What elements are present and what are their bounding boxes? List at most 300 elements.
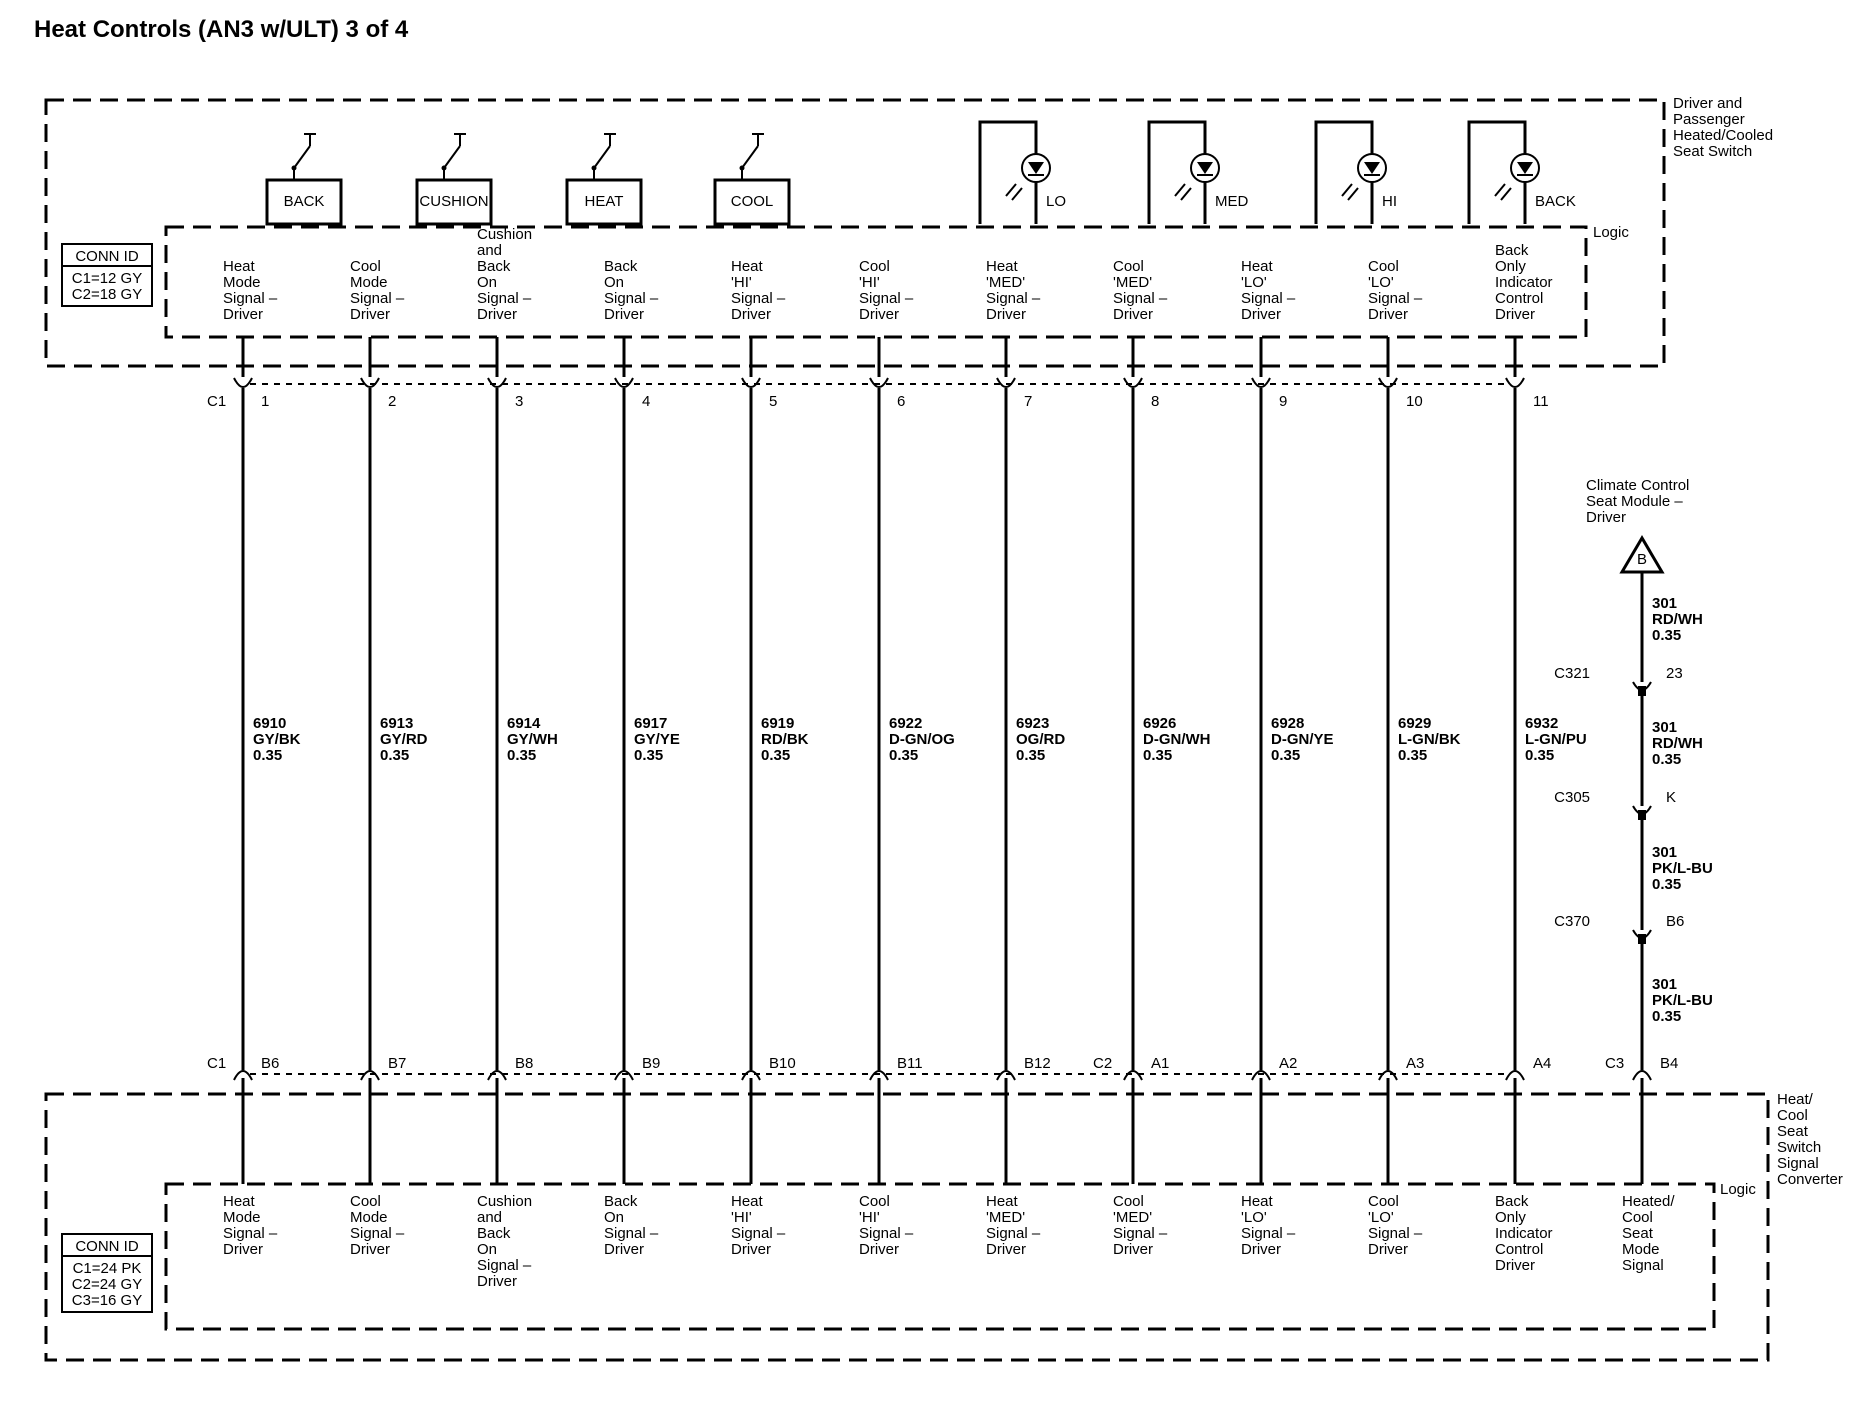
wire-size: 0.35 <box>253 747 283 764</box>
top-signal-label-line: Driver <box>604 306 644 323</box>
side-wire-label <box>1652 976 1713 1025</box>
top-signal-label-line: Signal – <box>604 290 659 307</box>
source-module-name <box>1586 477 1689 526</box>
wire-circuit: 6929 <box>1398 715 1432 732</box>
top-module-name-line: Passenger <box>1673 111 1745 128</box>
top-signal-label-line: Signal – <box>1368 290 1423 307</box>
wire-size: 0.35 <box>1652 1008 1682 1025</box>
top-signal-label-line: Signal – <box>859 290 914 307</box>
wire-color: D-GN/WH <box>1143 731 1211 748</box>
top-signal-label-line: Cool <box>859 258 890 275</box>
bottom-connector-label: C2 <box>1093 1055 1113 1072</box>
bottom-signal-label-line: Signal – <box>1241 1225 1296 1242</box>
bottom-signal-label <box>859 1193 914 1258</box>
bottom-pin-number: B10 <box>769 1055 796 1072</box>
switch-arm <box>594 146 610 168</box>
wire-size: 0.35 <box>1398 747 1428 764</box>
led-ray <box>1006 184 1016 196</box>
switch-label: CUSHION <box>419 193 489 210</box>
bottom-signal-label-line: Heat <box>1241 1193 1273 1210</box>
led-back <box>1469 122 1576 224</box>
side-wire-label <box>1652 844 1713 893</box>
top-signal-label-line: Driver <box>350 306 390 323</box>
wire-color: GY/WH <box>507 731 558 748</box>
top-signal-label-line: Heat <box>223 258 255 275</box>
wire-circuit: 6919 <box>761 715 795 732</box>
top-signal-label <box>1241 258 1296 323</box>
top-signal-label-line: Mode <box>223 274 261 291</box>
wire-size: 0.35 <box>1016 747 1046 764</box>
bottom-pin-number: A2 <box>1279 1055 1298 1072</box>
wire-color: PK/L-BU <box>1652 992 1713 1009</box>
switch-cool <box>715 134 789 224</box>
top-signal-label-line: Back <box>604 258 638 275</box>
bottom-signal-label-line: Seat <box>1622 1225 1653 1242</box>
top-pin-number: 11 <box>1533 393 1549 410</box>
led-wire <box>1469 122 1525 224</box>
bottom-signal-label-line: Mode <box>1622 1241 1660 1258</box>
switch-pivot <box>292 166 297 171</box>
wire-size: 0.35 <box>761 747 791 764</box>
top-signal-label-line: Driver <box>986 306 1026 323</box>
switch-pivot <box>442 166 447 171</box>
led-hi <box>1316 122 1397 224</box>
bottom-signal-label-line: Back <box>1495 1193 1529 1210</box>
top-signal-label-line: Driver <box>223 306 263 323</box>
top-pin-number: 3 <box>515 393 524 410</box>
led-ray <box>1348 188 1358 200</box>
bottom-signal-label <box>1241 1193 1296 1258</box>
led-ray <box>1175 184 1185 196</box>
wire-size: 0.35 <box>507 747 537 764</box>
top-signal-label <box>477 226 532 323</box>
top-signal-label <box>986 258 1041 323</box>
bottom-signal-label <box>604 1193 659 1258</box>
connector-name: C305 <box>1554 789 1590 806</box>
switch-back <box>267 134 341 224</box>
top-signal-label <box>859 258 914 323</box>
top-signal-label-line: Indicator <box>1495 274 1553 291</box>
bottom-signal-label-line: Signal – <box>859 1225 914 1242</box>
bottom-signal-label-line: 'MED' <box>986 1209 1026 1226</box>
bottom-signal-label-line: Cool <box>859 1193 890 1210</box>
bottom-signal-label-line: Cool <box>1622 1209 1653 1226</box>
top-pin-terminal <box>488 378 506 387</box>
wire-circuit: 6910 <box>253 715 287 732</box>
wire-color: GY/RD <box>380 731 428 748</box>
bottom-signal-label <box>477 1193 532 1290</box>
bottom-signal-label <box>1368 1193 1423 1258</box>
wire-color: L-GN/BK <box>1398 731 1461 748</box>
bottom-signal-label-line: Mode <box>350 1209 388 1226</box>
wire-circuit: 301 <box>1652 595 1678 612</box>
wire-circuit: 6914 <box>507 715 541 732</box>
bottom-signal-label-line: Heat <box>986 1193 1018 1210</box>
bottom-signal-label-line: Signal – <box>350 1225 405 1242</box>
side-wire-label <box>1652 719 1703 768</box>
connector-pin: 23 <box>1666 665 1683 682</box>
wire-label-6932 <box>1525 715 1587 764</box>
wire-size: 0.35 <box>1652 751 1682 768</box>
switch-cushion <box>417 134 491 224</box>
bottom-signal-label <box>223 1193 278 1258</box>
top-pin-terminal <box>1506 378 1524 387</box>
top-signal-label <box>731 258 786 323</box>
wire-size: 0.35 <box>1143 747 1173 764</box>
connector-male <box>1638 686 1646 696</box>
top-signal-label <box>1368 258 1423 323</box>
bottom-signal-label-line: 'MED' <box>1113 1209 1153 1226</box>
bottom-signal-label-line: On <box>477 1241 498 1258</box>
bottom-pin-number: B6 <box>261 1055 280 1072</box>
led-med <box>1149 122 1249 224</box>
top-pin-number: 5 <box>769 393 778 410</box>
wire-size: 0.35 <box>1652 876 1682 893</box>
wire-size: 0.35 <box>1271 747 1301 764</box>
wire-circuit: 6917 <box>634 715 668 732</box>
led-label: LO <box>1046 193 1067 210</box>
switch-label: COOL <box>730 193 774 210</box>
led-label: HI <box>1382 193 1397 210</box>
wire-size: 0.35 <box>634 747 664 764</box>
bottom-pin-number: B4 <box>1660 1055 1679 1072</box>
top-signal-label-line: On <box>477 274 498 291</box>
top-signal-label-line: Driver <box>731 306 771 323</box>
bottom-signal-label-line: Signal – <box>223 1225 278 1242</box>
top-pin-terminal <box>615 378 633 387</box>
bottom-module-name-line: Switch <box>1777 1139 1822 1156</box>
wire-circuit: 301 <box>1652 844 1678 861</box>
led-ray <box>1012 188 1022 200</box>
top-conn-id-box <box>62 244 152 306</box>
bottom-signal-label-line: Driver <box>477 1273 517 1290</box>
top-signal-label-line: Driver <box>1241 306 1281 323</box>
ref-triangle-label: B <box>1636 551 1648 568</box>
bottom-signal-label <box>986 1193 1041 1258</box>
bottom-pin-number: B7 <box>388 1055 407 1072</box>
bottom-conn-id-line: C2=24 GY <box>71 1276 143 1293</box>
top-conn-id-line: C1=12 GY <box>71 270 143 287</box>
bottom-module-name-line: Cool <box>1777 1107 1808 1124</box>
bottom-logic-label: Logic <box>1720 1181 1756 1198</box>
top-pin-number: 1 <box>261 393 270 410</box>
bottom-pin-number: B8 <box>515 1055 534 1072</box>
bottom-signal-label-line: and <box>477 1209 503 1226</box>
top-signal-label-line: Back <box>1495 242 1529 259</box>
bottom-signal-label-line: On <box>604 1209 625 1226</box>
switch-arm <box>294 146 310 168</box>
top-signal-label-line: Heat <box>1241 258 1273 275</box>
led-ray <box>1181 188 1191 200</box>
led-diode <box>1517 162 1533 174</box>
bottom-pin-number: B12 <box>1024 1055 1051 1072</box>
top-signal-label-line: Driver <box>1495 306 1535 323</box>
top-signal-label <box>223 258 278 323</box>
wire-label-6923 <box>1016 715 1065 764</box>
bottom-pin-number: A1 <box>1151 1055 1170 1072</box>
wire-color: RD/WH <box>1652 735 1703 752</box>
top-signal-label <box>350 258 405 323</box>
top-module-name-line: Seat Switch <box>1673 143 1753 160</box>
top-pin-number: 2 <box>388 393 397 410</box>
connector-male <box>1638 810 1646 820</box>
top-signal-label-line: Signal – <box>986 290 1041 307</box>
top-pin-number: 7 <box>1024 393 1033 410</box>
top-signal-label-line: 'LO' <box>1241 274 1267 291</box>
bottom-logic-outline <box>166 1184 1714 1329</box>
bottom-signal-label-line: 'HI' <box>859 1209 880 1226</box>
bottom-signal-label-line: Signal – <box>986 1225 1041 1242</box>
top-module-name-line: Heated/Cooled <box>1673 127 1774 144</box>
led-wire <box>1149 122 1205 224</box>
top-signal-label-line: Driver <box>859 306 899 323</box>
top-module-name-line: Driver and <box>1673 95 1743 112</box>
bottom-conn-id-box <box>62 1234 152 1312</box>
page-title: Heat Controls (AN3 w/ULT) 3 of 4 <box>34 16 409 43</box>
wire-label-6926 <box>1143 715 1211 764</box>
top-pin-number: 8 <box>1151 393 1160 410</box>
wire-color: PK/L-BU <box>1652 860 1713 877</box>
inline-connector-c370 <box>1554 913 1684 944</box>
top-signal-label-line: 'HI' <box>859 274 880 291</box>
top-signal-label-line: 'HI' <box>731 274 752 291</box>
wire-color: GY/YE <box>634 731 680 748</box>
bottom-pin-number: B9 <box>642 1055 661 1072</box>
bottom-signal-label-line: 'LO' <box>1368 1209 1394 1226</box>
wire-color: OG/RD <box>1016 731 1066 748</box>
bottom-signal-label-line: Signal – <box>1113 1225 1168 1242</box>
bottom-signal-label <box>1495 1193 1553 1274</box>
top-signal-label-line: Signal – <box>477 290 532 307</box>
bottom-signal-label-line: Cool <box>1113 1193 1144 1210</box>
top-signal-label-line: Only <box>1495 258 1526 275</box>
bottom-signal-label-line: Heat <box>223 1193 255 1210</box>
wire-circuit: 6928 <box>1271 715 1305 732</box>
bottom-module-name <box>1777 1091 1843 1188</box>
top-pin-terminal <box>1252 378 1270 387</box>
led-diode <box>1028 162 1044 174</box>
top-pin-terminal <box>742 378 760 387</box>
top-signal-label-line: On <box>604 274 625 291</box>
wire-color: RD/WH <box>1652 611 1703 628</box>
wire-circuit: 6913 <box>380 715 414 732</box>
top-signal-label <box>604 258 659 323</box>
wire-label-6929 <box>1398 715 1461 764</box>
bottom-pin-number: B11 <box>897 1055 923 1072</box>
connector-male <box>1638 934 1646 944</box>
ref-triangle-b <box>1622 538 1662 572</box>
led-wire <box>1316 122 1372 224</box>
bottom-signal-label-line: Signal <box>1622 1257 1664 1274</box>
top-signal-label-line: Cool <box>1368 258 1399 275</box>
inline-connector-c305 <box>1554 789 1676 820</box>
bottom-signal-label-line: Signal – <box>731 1225 786 1242</box>
bottom-signal-label-line: Back <box>604 1193 638 1210</box>
side-wire-label <box>1652 595 1703 644</box>
bottom-signal-label-line: Mode <box>223 1209 261 1226</box>
top-pin-terminal <box>234 378 252 387</box>
top-signal-label-line: and <box>477 242 503 259</box>
top-signal-label-line: Back <box>477 258 511 275</box>
top-signal-label-line: Mode <box>350 274 388 291</box>
top-signal-label-line: Signal – <box>223 290 278 307</box>
top-pin-terminal <box>870 378 888 387</box>
top-signal-label-line: Driver <box>477 306 517 323</box>
bottom-module-name-line: Signal <box>1777 1155 1819 1172</box>
top-pin-number: 4 <box>642 393 651 410</box>
bottom-signal-label-line: Driver <box>1113 1241 1153 1258</box>
bottom-signal-label-line: Driver <box>859 1241 899 1258</box>
wire-size: 0.35 <box>1525 747 1555 764</box>
led-ray <box>1342 184 1352 196</box>
top-pin-terminal <box>1124 378 1142 387</box>
top-conn-id-header: CONN ID <box>75 248 139 265</box>
bottom-signal-label-line: Driver <box>350 1241 390 1258</box>
top-module-name <box>1673 95 1773 160</box>
bottom-signal-label-line: Driver <box>986 1241 1026 1258</box>
top-signal-label-line: Signal – <box>731 290 786 307</box>
bottom-signal-label <box>731 1193 786 1258</box>
source-module-name-line: Driver <box>1586 509 1626 526</box>
bottom-signal-label-line: Driver <box>604 1241 644 1258</box>
inline-connector-c321 <box>1554 665 1683 696</box>
top-signal-label-line: Signal – <box>1241 290 1296 307</box>
led-ray <box>1501 188 1511 200</box>
wire-color: D-GN/YE <box>1271 731 1334 748</box>
wire-label-6919 <box>761 715 809 764</box>
bottom-conn-id-line: C3=16 GY <box>71 1292 143 1309</box>
wire-label-6910 <box>253 715 301 764</box>
source-module-name-line: Climate Control <box>1586 477 1690 494</box>
bottom-conn-id-header: CONN ID <box>75 1238 139 1255</box>
wire-size: 0.35 <box>380 747 410 764</box>
bottom-signal-label-line: Heated/ <box>1622 1193 1675 1210</box>
top-signal-label <box>1113 258 1168 323</box>
bottom-connector-label: C3 <box>1605 1055 1625 1072</box>
bottom-conn-id-line: C1=24 PK <box>72 1260 142 1277</box>
bottom-signal-label-line: Signal – <box>1368 1225 1423 1242</box>
bottom-module-name-line: Seat <box>1777 1123 1808 1140</box>
led-diode <box>1364 162 1380 174</box>
top-signal-label-line: Control <box>1495 290 1544 307</box>
top-signal-label-line: Cool <box>350 258 381 275</box>
top-pin-terminal <box>361 378 379 387</box>
connector-pin: B6 <box>1666 913 1685 930</box>
bottom-connector-label: C1 <box>207 1055 227 1072</box>
connector-name: C370 <box>1554 913 1590 930</box>
bottom-signal-label-line: Driver <box>223 1241 263 1258</box>
bottom-signal-label <box>1622 1193 1675 1274</box>
bottom-signal-label-line: Heat <box>731 1193 763 1210</box>
top-signal-label-line: 'LO' <box>1368 274 1394 291</box>
top-module-outline <box>46 100 1664 366</box>
bottom-signal-label-line: Control <box>1495 1241 1544 1258</box>
led-ray <box>1495 184 1505 196</box>
top-signal-label-line: Signal – <box>350 290 405 307</box>
wire-circuit: 301 <box>1652 719 1678 736</box>
top-signal-label-line: Driver <box>1368 306 1408 323</box>
top-signal-label-line: Signal – <box>1113 290 1168 307</box>
wire-circuit: 6922 <box>889 715 923 732</box>
bottom-signal-label-line: 'LO' <box>1241 1209 1267 1226</box>
top-signal-label-line: Heat <box>731 258 763 275</box>
bottom-signal-label-line: Back <box>477 1225 511 1242</box>
diagram-dynamic-layer <box>207 95 1843 1290</box>
source-module-name-line: Seat Module – <box>1586 493 1683 510</box>
led-lo <box>980 122 1066 224</box>
wire-color: GY/BK <box>253 731 301 748</box>
wire-size: 0.35 <box>1652 627 1682 644</box>
top-connector-label: C1 <box>207 393 227 410</box>
led-label: BACK <box>1535 193 1576 210</box>
switch-pivot <box>740 166 745 171</box>
connector-pin: K <box>1666 789 1677 806</box>
wire-circuit: 6926 <box>1143 715 1177 732</box>
switch-heat <box>567 134 641 224</box>
top-pin-terminal <box>997 378 1015 387</box>
wire-size: 0.35 <box>889 747 919 764</box>
led-wire <box>980 122 1036 224</box>
top-pin-terminal <box>1379 378 1397 387</box>
top-signal-label-line: Cushion <box>477 226 533 243</box>
bottom-signal-label-line: Indicator <box>1495 1225 1553 1242</box>
bottom-signal-label-line: Driver <box>1495 1257 1535 1274</box>
bottom-signal-label-line: Cushion <box>477 1193 533 1210</box>
bottom-signal-label-line: Signal – <box>477 1257 532 1274</box>
wire-label-6913 <box>380 715 428 764</box>
wire-circuit: 6932 <box>1525 715 1559 732</box>
top-signal-label-line: 'MED' <box>1113 274 1153 291</box>
top-conn-id-line: C2=18 GY <box>71 286 143 303</box>
top-signal-label-line: Cool <box>1113 258 1144 275</box>
wire-label-6917 <box>634 715 680 764</box>
bottom-signal-label <box>350 1193 405 1258</box>
switch-label: HEAT <box>584 193 624 210</box>
top-signal-label-line: 'MED' <box>986 274 1026 291</box>
switch-arm <box>742 146 758 168</box>
bottom-signal-label-line: Only <box>1495 1209 1526 1226</box>
wire-label-6928 <box>1271 715 1334 764</box>
wire-circuit: 6923 <box>1016 715 1050 732</box>
bottom-signal-label-line: 'HI' <box>731 1209 752 1226</box>
connector-name: C321 <box>1554 665 1590 682</box>
bottom-signal-label-line: Cool <box>350 1193 381 1210</box>
top-signal-label <box>1495 242 1553 323</box>
wire-color: L-GN/PU <box>1525 731 1587 748</box>
top-signal-label-line: Driver <box>1113 306 1153 323</box>
wire-label-6922 <box>889 715 955 764</box>
bottom-signal-label-line: Driver <box>1241 1241 1281 1258</box>
top-pin-number: 9 <box>1279 393 1288 410</box>
bottom-signal-label <box>1113 1193 1168 1258</box>
bottom-module-name-line: Converter <box>1777 1171 1843 1188</box>
bottom-signal-label-line: Driver <box>1368 1241 1408 1258</box>
top-signal-label-line: Heat <box>986 258 1018 275</box>
bottom-module-name-line: Heat/ <box>1777 1091 1813 1108</box>
switch-arm <box>444 146 460 168</box>
switch-pivot <box>592 166 597 171</box>
switch-label: BACK <box>283 193 325 210</box>
bottom-signal-label-line: Signal – <box>604 1225 659 1242</box>
bottom-pin-number: A3 <box>1406 1055 1425 1072</box>
wire-label-6914 <box>507 715 558 764</box>
bottom-pin-number: A4 <box>1533 1055 1552 1072</box>
led-diode <box>1197 162 1213 174</box>
wire-circuit: 301 <box>1652 976 1678 993</box>
top-pin-number: 6 <box>897 393 906 410</box>
bottom-signal-label-line: Cool <box>1368 1193 1399 1210</box>
top-pin-number: 10 <box>1406 393 1423 410</box>
